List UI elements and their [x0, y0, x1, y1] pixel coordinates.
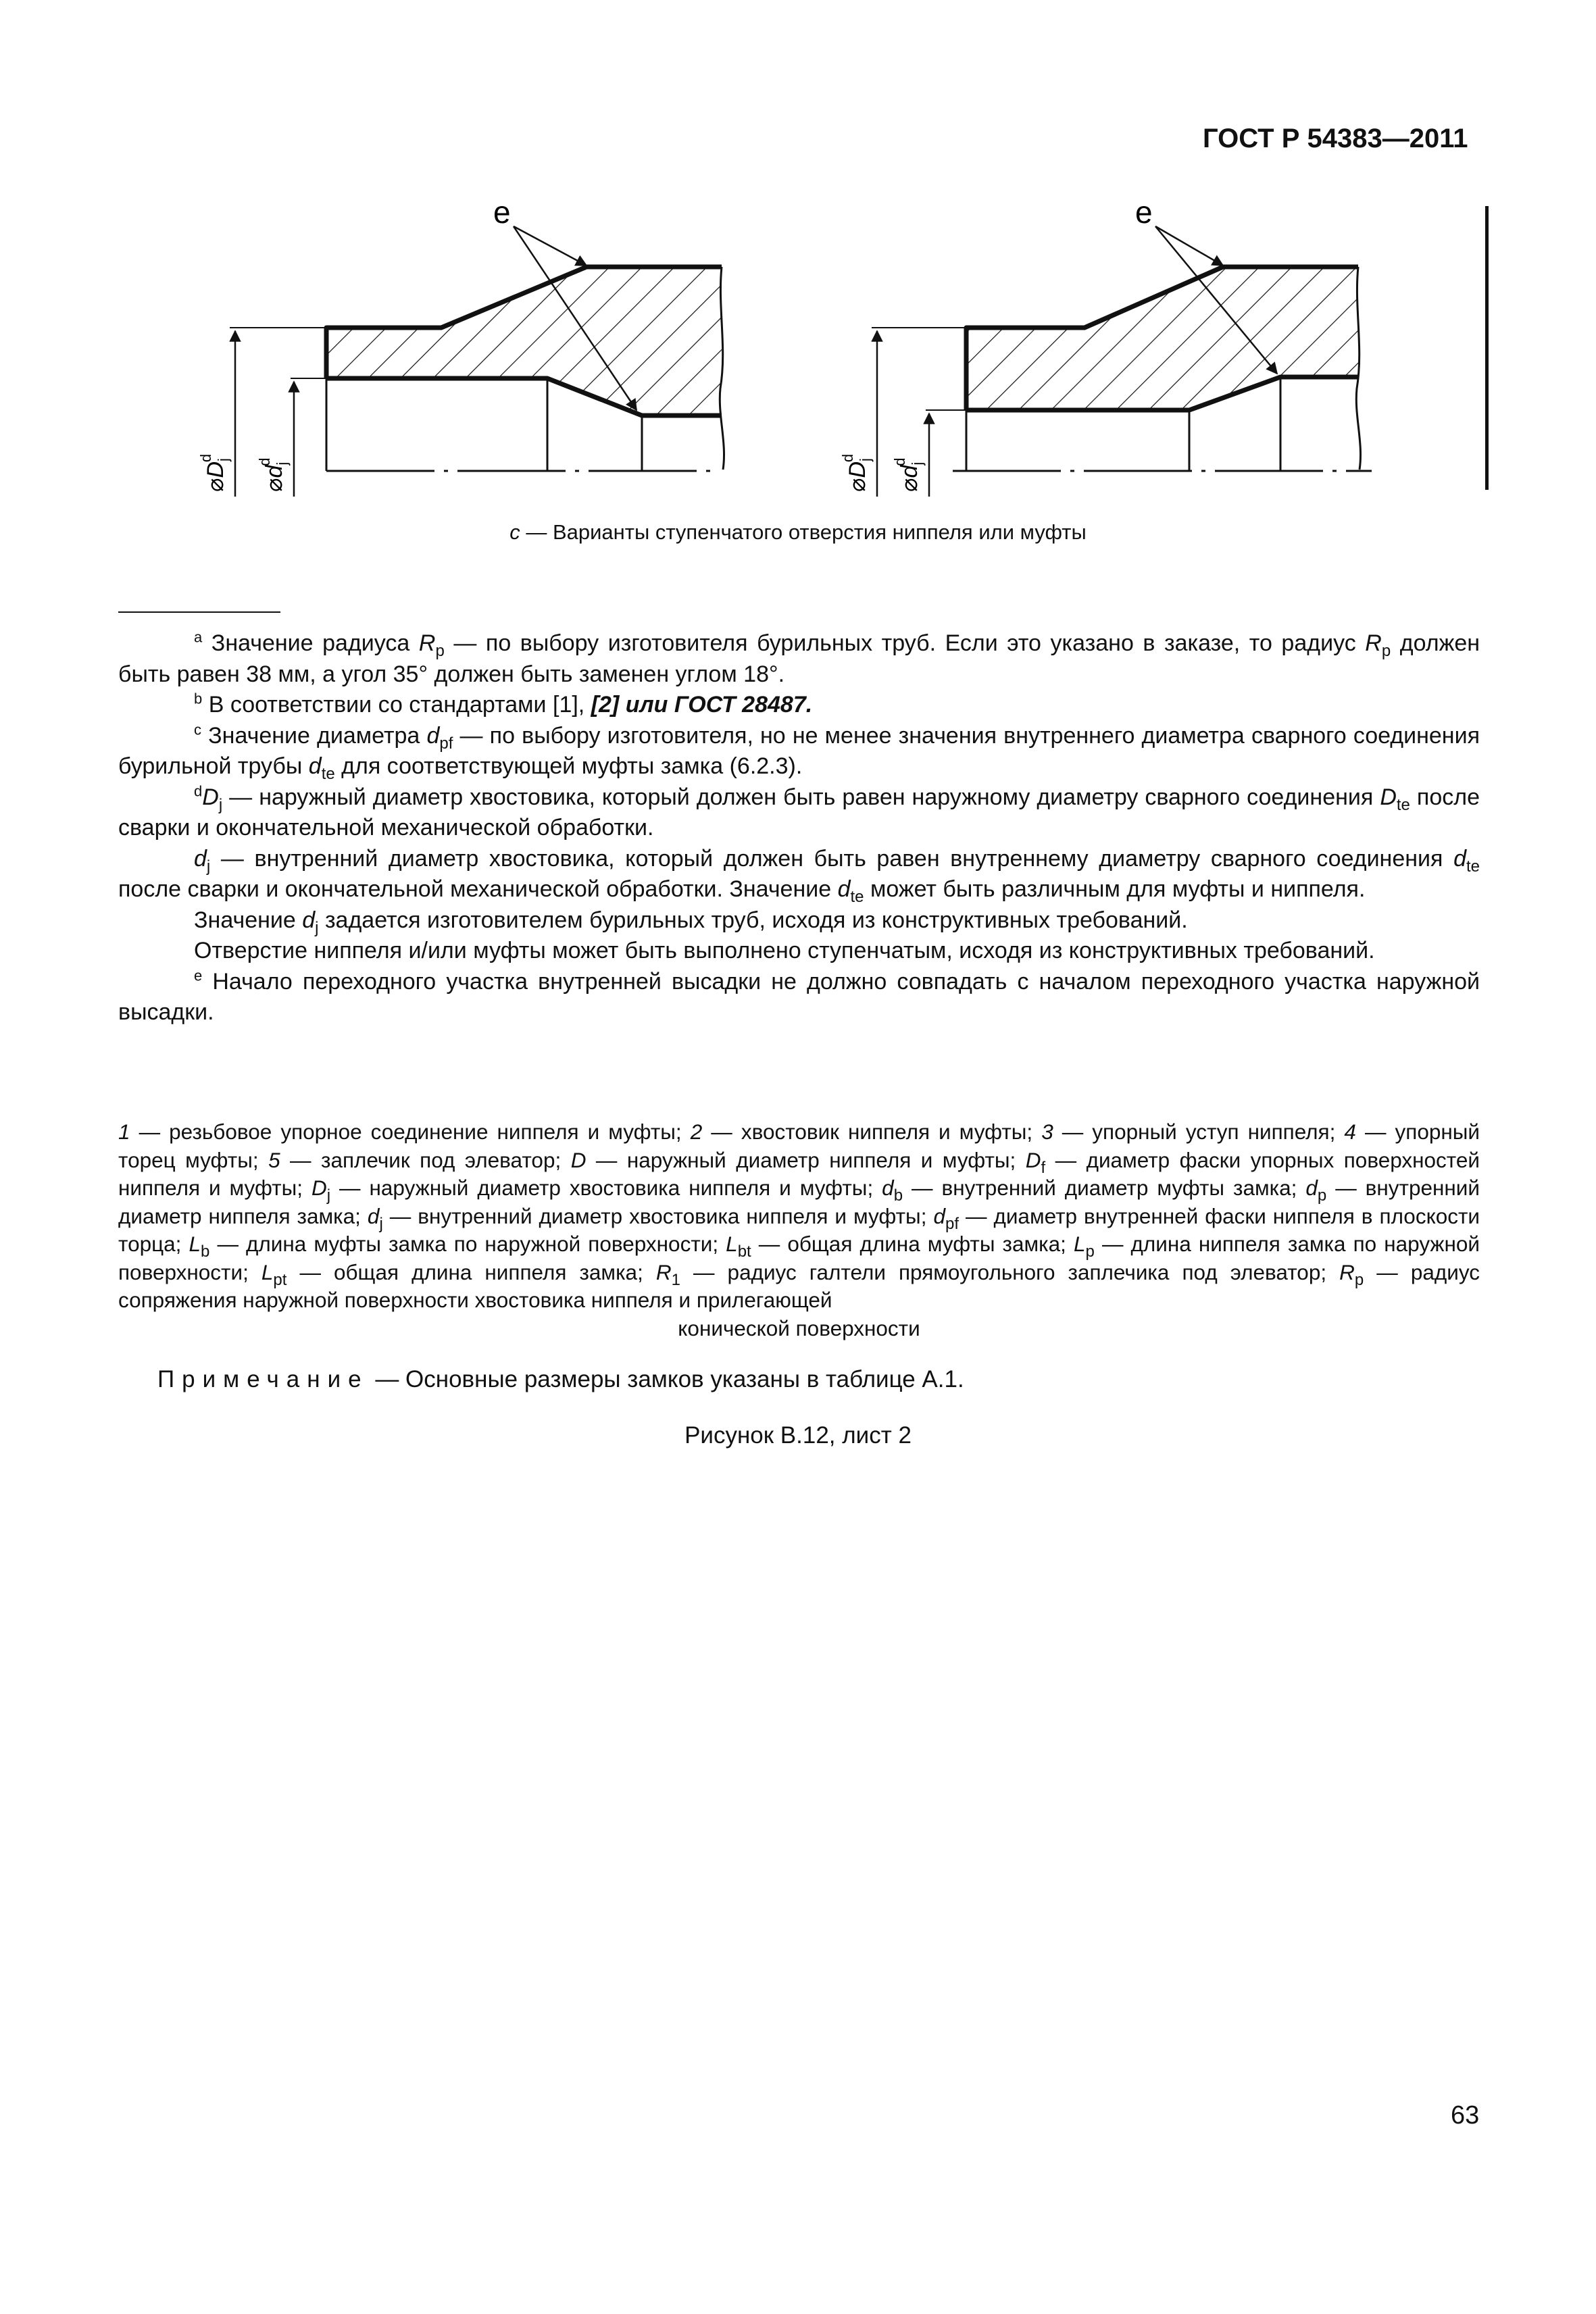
page-number: 63	[1451, 2101, 1480, 2130]
note-label: Примечание	[157, 1366, 369, 1392]
legend-body: 1 — резьбовое упорное соединение ниппеля и муфты; 2 — хвостовик ниппеля и муфты; 3 — упорный уступ ниппеля; 4 — упорный торец муфты; 5 — заплечик под элеватор; D — наружный диаметр ниппеля и муфты; $D_f$ — диаметр фаски упорных поверхностей ниппеля и муфты; $D_j$ — наружный диаметр хвостовика ниппеля и муфты; $d_b$ — внутренний диаметр муфты замка; $d_p$ — внутренний диаметр ниппеля замка; $d_j$ — внутренний диаметр хвостовика ниппеля и муфты; $d_{pf}$ — диаметр внутренней фаски ниппеля в плоскости торца; $L_b$ — длина муфты замка по наружной поверхности; $L_{bt}$ — общая длина муфты замка; $L_p$ — длина ниппеля замка по наружной поверхности; $L_{pt}$ — общая длина ниппеля замка; $R_1$ — радиус галтели прямоугольного заплечика под элеватор; $R_p$ — радиус сопряжения наружной поверхности хвостовика ниппеля и прилегающей	[118, 1120, 1480, 1312]
change-margin-bar	[1485, 206, 1489, 490]
footnote-d-value: Значение $d_j$ задается изготовителем бурильных труб, исходя из конструктивных требований.	[194, 907, 1188, 937]
footnote-e: $^e$ Начало переходного участка внутренней высадки не должно совпадать с началом переходного участка наружной высадки.	[118, 967, 1480, 1025]
variant-left	[197, 195, 724, 497]
variant-right	[839, 195, 1372, 497]
figure-caption	[0, 520, 1596, 545]
callout-arrow-left-1	[514, 226, 587, 266]
step-bore-drawing	[196, 193, 1399, 510]
footnote-b: $^b$ В соответствии со стандартами [1], [2] или ГОСТ 28487.	[194, 690, 813, 718]
document-header: ГОСТ Р 54383—2011	[1203, 124, 1468, 153]
footnote-d: $^dD_j$ — наружный диаметр хвостовика, который должен быть равен наружному диаметру сварного соединения $D_{te}$ после сварки и окончательной механической обработки.	[118, 782, 1480, 840]
dim-label-outer-right: $⌀D_jd$	[839, 453, 874, 492]
callout-e-right: e	[1135, 195, 1153, 230]
figure-legend	[118, 1118, 1480, 1342]
caption-letter: c	[509, 520, 520, 544]
footnote-d-stepped: Отверстие ниппеля и/или муфты может быть выполнено ступенчатым, исходя из конструктивных требований.	[194, 938, 1375, 963]
hatched-section-right	[966, 267, 1358, 410]
footnotes	[118, 628, 1480, 1028]
footnote-d-inner: $d_j$ — внутренний диаметр хвостовика, который должен быть равен внутреннему диаметру сварного соединения $d_{te}$ после сварки и окончательной механической обработки. Значение $d_{te}$ может быть различным для муфты и ниппеля.	[118, 845, 1480, 906]
dim-label-outer-left: $⌀D_jd$	[197, 453, 232, 492]
dim-label-inner-left: $⌀d_jd$	[256, 457, 291, 492]
dim-label-inner-right: $⌀d_jd$	[891, 457, 926, 492]
hatched-section-left	[326, 267, 722, 416]
footnote-c: $^c$ Значение диаметра $d_{pf}$ — по выбору изготовителя, но не менее значения внутреннего диаметра сварного соединения бурильной трубы $d_{te}$ для соответствующей муфты замка (6.2.3).	[118, 721, 1480, 783]
note	[157, 1366, 964, 1393]
caption-text: — Варианты ступенчатого отверстия ниппеля или муфты	[520, 520, 1087, 544]
legend-last-line: конической поверхности	[678, 1315, 920, 1340]
footnote-a: $^a$ Значение радиуса $R_p$ — по выбору изготовителя бурильных труб. Если это указано в заказе, то радиус $R_p$ должен быть равен 38 мм, а угол 35° должен быть заменен углом 18°.	[118, 628, 1480, 687]
footnote-separator	[118, 611, 280, 613]
callout-arrow-right-1	[1155, 226, 1223, 266]
note-text: — Основные размеры замков указаны в таблице А.1.	[368, 1366, 964, 1392]
callout-e-left: e	[493, 195, 511, 230]
figure-title: Рисунок В.12, лист 2	[684, 1422, 912, 1449]
